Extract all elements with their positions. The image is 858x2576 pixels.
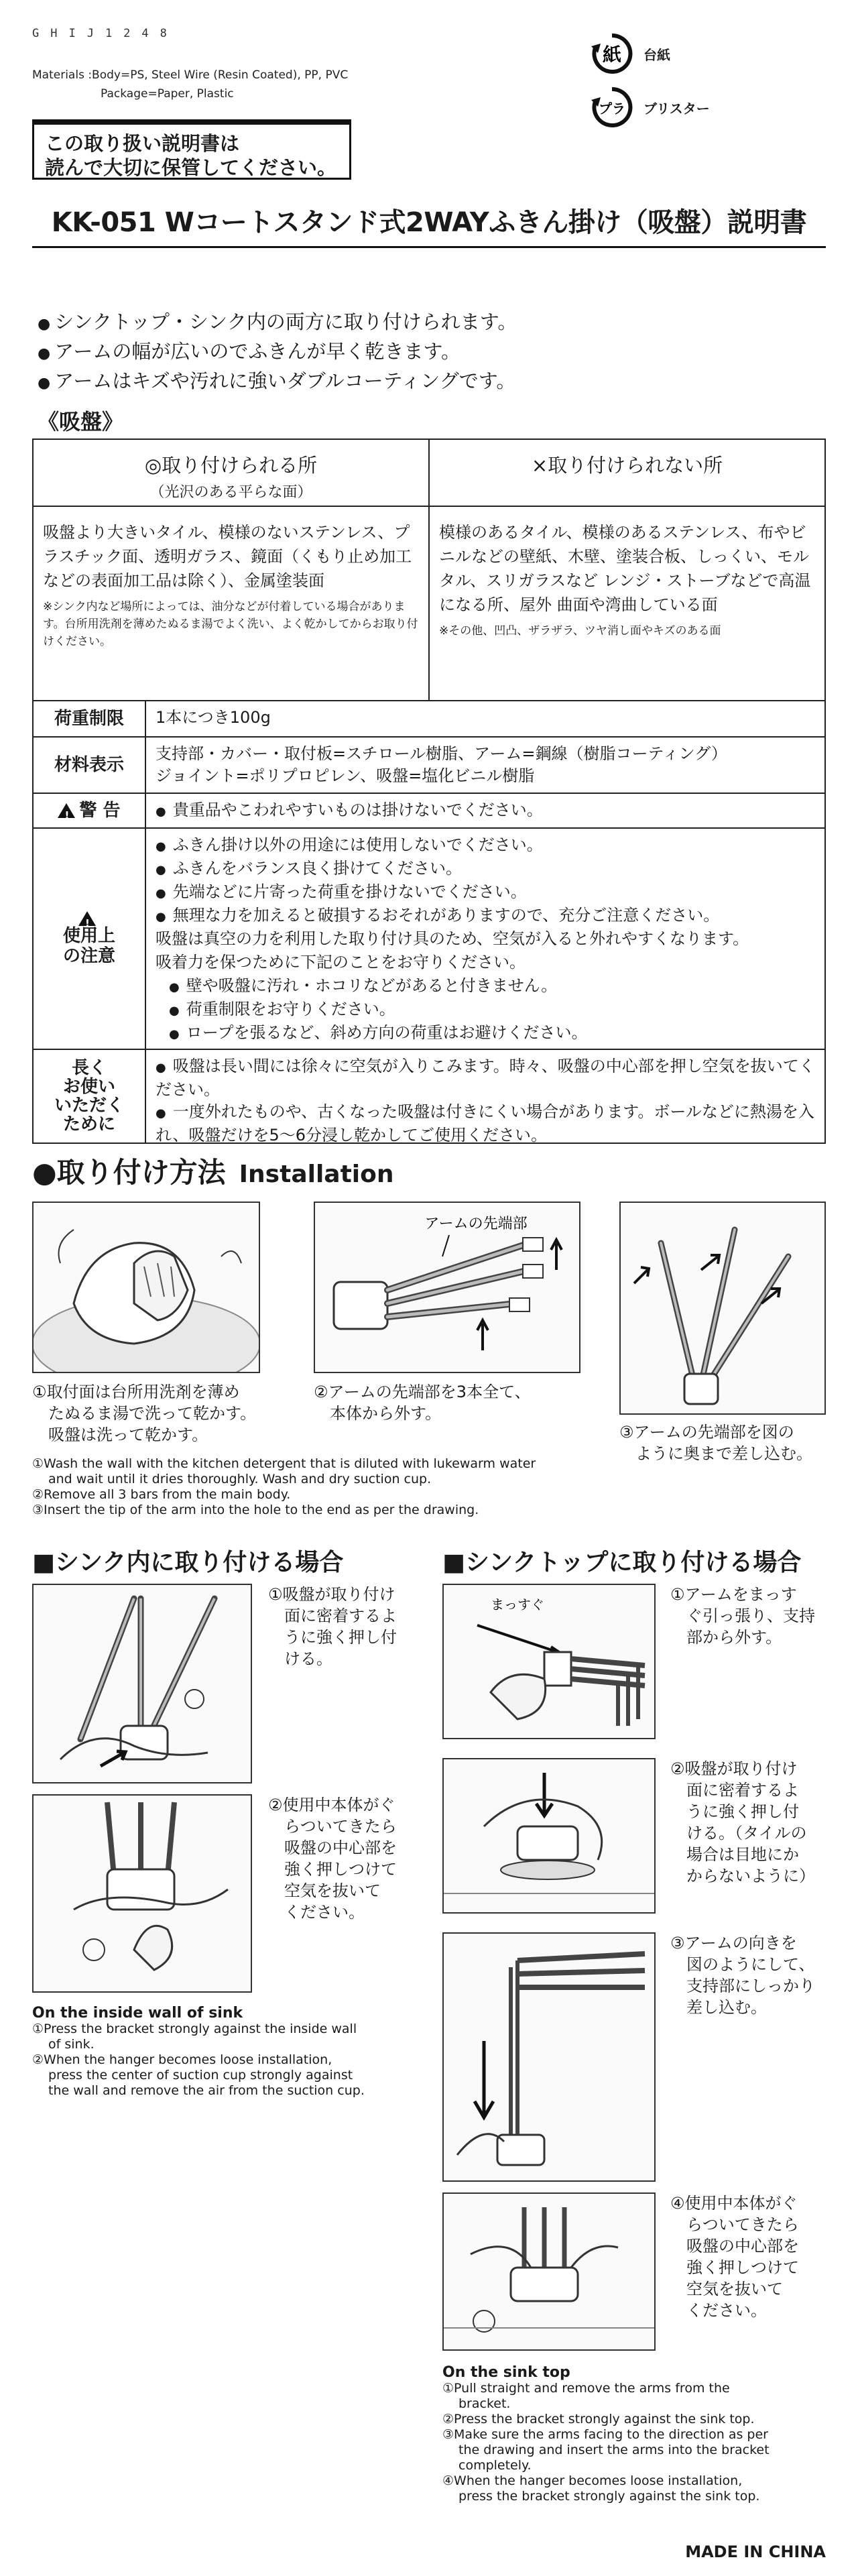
ok-heading: ◎取り付けられる所 bbox=[144, 454, 318, 477]
sink-top-fig2 bbox=[442, 1758, 656, 1914]
materials-line-2: Package=Paper, Plastic bbox=[101, 87, 234, 101]
plastic-mark-text: プラ bbox=[599, 101, 625, 117]
caution-icon bbox=[78, 911, 96, 926]
installation-heading-en: Installation bbox=[239, 1161, 394, 1188]
sink-inside-en-line: the wall and remove the air from the suction cup. bbox=[48, 2083, 365, 2098]
step3-caption bbox=[619, 1421, 834, 1464]
caution-subitem: ● 壁や吸盤に汚れ・ホコリなどがあると付きません。 bbox=[156, 975, 815, 998]
sink-inside-en-title: On the inside wall of sink bbox=[32, 2005, 243, 2022]
sink-top-step2-line: 場合は目地にか bbox=[686, 1845, 799, 1864]
caution-header bbox=[34, 829, 146, 1049]
plastic-recycle-icon bbox=[590, 85, 634, 129]
sink-inside-step2-line: らついてきたら bbox=[284, 1817, 397, 1836]
sink-inside-step1-line: ける。 bbox=[284, 1649, 332, 1668]
sink-top-step2-line: うに強く押し付 bbox=[686, 1802, 799, 1821]
sink-top-step2-line: 面に密着するよ bbox=[686, 1781, 799, 1800]
en-step-line: ①Wash the wall with the kitchen detergent that is diluted with lukewarm water bbox=[32, 1456, 536, 1471]
product-code: GHIJ1248 bbox=[32, 27, 178, 40]
materials-line-1: Materials :Body=PS, Steel Wire (Resin Coated), PP, PVC bbox=[32, 68, 349, 82]
caution-subitem: ● ロープを張るなど、斜め方向の荷重はお避けください。 bbox=[156, 1022, 815, 1045]
sink-inside-step1-line: 面に密着するよ bbox=[284, 1606, 397, 1625]
caution-row bbox=[34, 829, 824, 1050]
ng-surfaces-note: ※その他、凹凸、ザラザラ、ツヤ消し面やキズのある面 bbox=[439, 624, 721, 638]
feature-item: ● シンクトップ・シンク内の両方に取り付けられます。 bbox=[38, 308, 517, 338]
sink-top-step4-line: ④使用中本体がぐ bbox=[670, 2194, 798, 2213]
sink-top-step3-line: 図のようにして、 bbox=[686, 1955, 815, 1974]
material-line-1: 支持部・カバー・取付板=スチロール樹脂、アーム=鋼線（樹脂コーティング） bbox=[156, 744, 727, 763]
table-header-row bbox=[34, 440, 824, 507]
page-title: KK-051 Wコートスタンド式2WAYふきん掛け（吸盤）説明書 bbox=[32, 201, 826, 248]
sink-top-step1-line: ①アームをまっす bbox=[670, 1585, 797, 1604]
warning-item: ● 貴重品やこわれやすいものは掛けないでください。 bbox=[156, 799, 815, 823]
sink-top-step4-line: 吸盤の中心部を bbox=[686, 2237, 799, 2256]
long-use-row bbox=[34, 1050, 824, 1143]
sink-inside-fig1 bbox=[32, 1584, 252, 1783]
sink-top-en-line: bracket. bbox=[458, 2396, 511, 2411]
step2-illustration bbox=[314, 1202, 580, 1373]
caution-subitem: ● 荷重制限をお守りください。 bbox=[156, 998, 815, 1022]
sink-inside-step2-line: 空気を抜いて bbox=[284, 1881, 381, 1900]
sink-top-en-line: the drawing and insert the arms into the bracket bbox=[458, 2443, 770, 2457]
feature-item: ● アームはキズや汚れに強いダブルコーティングです。 bbox=[38, 367, 517, 397]
sink-inside-step2-line: ください。 bbox=[284, 1903, 365, 1922]
step1-line: ①取付面は台所用洗剤を薄め bbox=[32, 1383, 240, 1401]
long-use-item: ● 吸盤は長い間には徐々に空気が入りこみます。時々、吸盤の中心部を押し空気を抜いてください。 bbox=[156, 1055, 815, 1101]
step3-line: ように奥まで差し込む。 bbox=[635, 1444, 812, 1463]
recycle-marks bbox=[590, 27, 791, 134]
caution-header-line-1: 使用上 bbox=[62, 926, 115, 946]
load-limit-value: 1本につき100g bbox=[156, 708, 271, 727]
sink-top-step1 bbox=[670, 1584, 831, 1648]
en-step-line: and wait until it dries thoroughly. Wash and dry suction cup. bbox=[48, 1472, 432, 1486]
sink-top-fig1 bbox=[442, 1584, 656, 1739]
sink-top-en-line: ③Make sure the arms facing to the direction as per bbox=[442, 2427, 768, 2442]
ok-surfaces-text: 吸盤より大きいタイル、模様のないステンレス、プラスチック面、透明ガラス、鏡面（くもり止め加工などの表面加工品は除く）、金属塗装面 bbox=[43, 523, 412, 590]
caution-cell bbox=[146, 829, 824, 1049]
sink-top-english bbox=[442, 2364, 845, 2504]
step3-illustration bbox=[619, 1202, 826, 1415]
sink-inside-step1-line: ①吸盤が取り付け bbox=[268, 1585, 395, 1604]
paper-recycle-icon bbox=[590, 32, 634, 76]
step1-caption bbox=[32, 1381, 300, 1446]
caution-item: ● 先端などに片寄った荷重を掛けないでください。 bbox=[156, 881, 815, 904]
sink-top-step3-line: 支持部にしっかり bbox=[686, 1977, 815, 1995]
step1-illustration bbox=[32, 1202, 260, 1373]
step3-line: ③アームの先端部を図の bbox=[619, 1423, 794, 1442]
sink-top-step1-line: 部から外す。 bbox=[686, 1628, 782, 1647]
arm-tip-label: アームの先端部 bbox=[424, 1216, 528, 1232]
notice-line-2: 読んで大切に保管してください。 bbox=[45, 156, 337, 179]
warning-header bbox=[34, 794, 146, 827]
straight-label: まっすぐ bbox=[491, 1596, 544, 1613]
sink-inside-english bbox=[32, 2005, 434, 2099]
ok-surfaces-cell bbox=[34, 507, 430, 700]
material-cell bbox=[146, 738, 824, 793]
sink-top-step2 bbox=[670, 1758, 831, 1887]
sink-inside-step2-line: ②使用中本体がぐ bbox=[268, 1796, 395, 1814]
warning-header-text: 警 告 bbox=[79, 801, 121, 821]
sink-top-en-line: press the bracket strongly against the sink top. bbox=[458, 2489, 760, 2504]
sink-inside-heading: ■シンク内に取り付ける場合 bbox=[32, 1549, 344, 1576]
sink-top-en-line: completely. bbox=[458, 2458, 532, 2473]
caution-paragraph: 吸着力を保つために下記のことをお守りください。 bbox=[156, 953, 526, 972]
long-use-header-line: お使い bbox=[62, 1077, 115, 1097]
ok-column-header bbox=[34, 440, 430, 506]
materials-text bbox=[32, 66, 635, 103]
step2-line: 本体から外す。 bbox=[330, 1404, 442, 1423]
keep-manual-notice bbox=[32, 119, 351, 180]
sink-top-step2-line: ②吸盤が取り付け bbox=[670, 1759, 798, 1778]
feature-list bbox=[38, 308, 517, 397]
sink-top-en-line: ④When the hanger becomes loose installation, bbox=[442, 2473, 743, 2488]
caution-header-line-2: の注意 bbox=[62, 946, 115, 966]
sink-top-step3 bbox=[670, 1932, 831, 2018]
sink-top-step3-line: ③アームの向きを bbox=[670, 1934, 797, 1952]
caution-paragraph: 吸盤は真空の力を利用した取り付け具のため、空気が入ると外れやすくなります。 bbox=[156, 929, 749, 948]
step1-line: たぬるま湯で洗って乾かす。 bbox=[48, 1404, 257, 1423]
sink-top-step1-line: ぐ引っ張り、支持 bbox=[686, 1606, 815, 1625]
ok-subheading: （光沢のある平らな面） bbox=[149, 484, 312, 501]
sink-top-step4-line: 強く押しつけて bbox=[686, 2258, 799, 2277]
long-use-header bbox=[34, 1050, 146, 1143]
paper-recycle-label: 台紙 bbox=[644, 46, 670, 63]
sink-top-fig4 bbox=[442, 2192, 656, 2351]
paper-mark-text: 紙 bbox=[602, 44, 622, 66]
caution-item: ● ふきんをバランス良く掛けてください。 bbox=[156, 858, 815, 881]
load-limit-row bbox=[34, 701, 824, 738]
en-step-line: ②Remove all 3 bars from the main body. bbox=[32, 1487, 291, 1502]
sink-top-step4-line: らついてきたら bbox=[686, 2215, 799, 2234]
sink-top-step3-line: 差し込む。 bbox=[686, 1998, 767, 2017]
plastic-recycle-mark bbox=[590, 80, 791, 134]
sink-inside-en-line: of sink. bbox=[48, 2037, 95, 2052]
sink-top-fig3 bbox=[442, 1932, 656, 2182]
sink-top-heading: ■シンクトップに取り付ける場合 bbox=[442, 1549, 802, 1576]
sink-inside-step1 bbox=[268, 1584, 429, 1670]
sink-top-step4-line: 空気を抜いて bbox=[686, 2280, 783, 2298]
notice-line-1: この取り扱い説明書は bbox=[45, 132, 240, 155]
long-use-item: ● 一度外れたものや、古くなった吸盤は付きにくい場合があります。ボールなどに熱湯を入れ、吸盤だけを5～6分浸し乾かしてご使用ください。 bbox=[156, 1101, 815, 1147]
long-use-header-line: ために bbox=[62, 1114, 115, 1134]
warning-cell bbox=[146, 794, 824, 827]
suction-section-label: 《吸盤》 bbox=[38, 409, 124, 434]
warning-row bbox=[34, 794, 824, 829]
sink-top-step4 bbox=[670, 2192, 831, 2321]
paper-recycle-mark bbox=[590, 27, 791, 80]
sink-inside-step2 bbox=[268, 1794, 429, 1923]
surface-row bbox=[34, 507, 824, 701]
sink-inside-step1-line: うに強く押し付 bbox=[284, 1628, 397, 1647]
long-use-header-line: いただく bbox=[54, 1096, 124, 1116]
sink-inside-en-line: ①Press the bracket strongly against the inside wall bbox=[32, 2022, 357, 2036]
feature-item: ● アームの幅が広いのでふきんが早く乾きます。 bbox=[38, 338, 517, 367]
caution-item: ● ふきん掛け以外の用途には使用しないでください。 bbox=[156, 834, 815, 858]
sink-top-en-line: ②Press the bracket strongly against the sink top. bbox=[442, 2412, 755, 2426]
sink-inside-step2-line: 吸盤の中心部を bbox=[284, 1838, 397, 1857]
material-header: 材料表示 bbox=[34, 738, 146, 793]
sink-top-step4-line: ください。 bbox=[686, 2301, 767, 2320]
suction-cup-table bbox=[32, 438, 826, 1144]
ok-surfaces-note: ※シンク内など場所によっては、油分などが付着している場合があります。台所用洗剤を薄めたぬるま湯でよく洗い、よく乾かしてからお取り付けください。 bbox=[43, 600, 418, 648]
ng-surfaces-text: 模様のあるタイル、模様のあるステンレス、布やビニルなどの壁紙、木壁、塗装合板、しっくい、モルタル、スリガラスなど レンジ・ストーブなどで高温になる所、屋外 曲面や湾曲している面 bbox=[439, 523, 811, 614]
sink-inside-fig2 bbox=[32, 1794, 252, 1993]
en-step-line: ③Insert the tip of the arm into the hole to the end as per the drawing. bbox=[32, 1503, 479, 1517]
sink-inside-en-line: ②When the hanger becomes loose installation, bbox=[32, 2052, 332, 2067]
material-row bbox=[34, 738, 824, 794]
step2-caption bbox=[314, 1381, 595, 1424]
step2-line: ②アームの先端部を3本全て、 bbox=[314, 1383, 531, 1401]
installation-english bbox=[32, 1456, 635, 1518]
sink-inside-step2-line: 強く押しつけて bbox=[284, 1860, 397, 1879]
load-limit-header: 荷重制限 bbox=[34, 701, 146, 736]
long-use-header-line: 長く bbox=[71, 1058, 107, 1078]
ng-surfaces-cell bbox=[430, 507, 824, 700]
made-in-label: MADE IN CHINA bbox=[685, 2542, 826, 2561]
caution-item: ● 無理な力を加えると破損するおそれがありますので、充分ご注意ください。 bbox=[156, 904, 815, 928]
installation-heading bbox=[32, 1151, 394, 1191]
sink-top-step2-line: からないように） bbox=[686, 1867, 815, 1885]
installation-heading-jp: ●取り付け方法 bbox=[32, 1156, 226, 1189]
ng-column-header: ×取り付けられない所 bbox=[531, 454, 723, 477]
sink-top-en-line: ①Pull straight and remove the arms from the bbox=[442, 2381, 730, 2396]
step1-line: 吸盤は洗って乾かす。 bbox=[48, 1425, 208, 1444]
long-use-cell bbox=[146, 1050, 824, 1143]
material-line-2: ジョイント=ポリプロピレン、吸盤=塩化ビニル樹脂 bbox=[156, 766, 535, 785]
sink-top-en-title: On the sink top bbox=[442, 2364, 570, 2381]
sink-inside-en-line: press the center of suction cup strongly against bbox=[48, 2068, 353, 2083]
sink-top-step2-line: ける。（タイルの bbox=[686, 1824, 807, 1842]
plastic-recycle-label: ブリスター bbox=[644, 100, 710, 117]
warning-icon bbox=[58, 803, 75, 818]
